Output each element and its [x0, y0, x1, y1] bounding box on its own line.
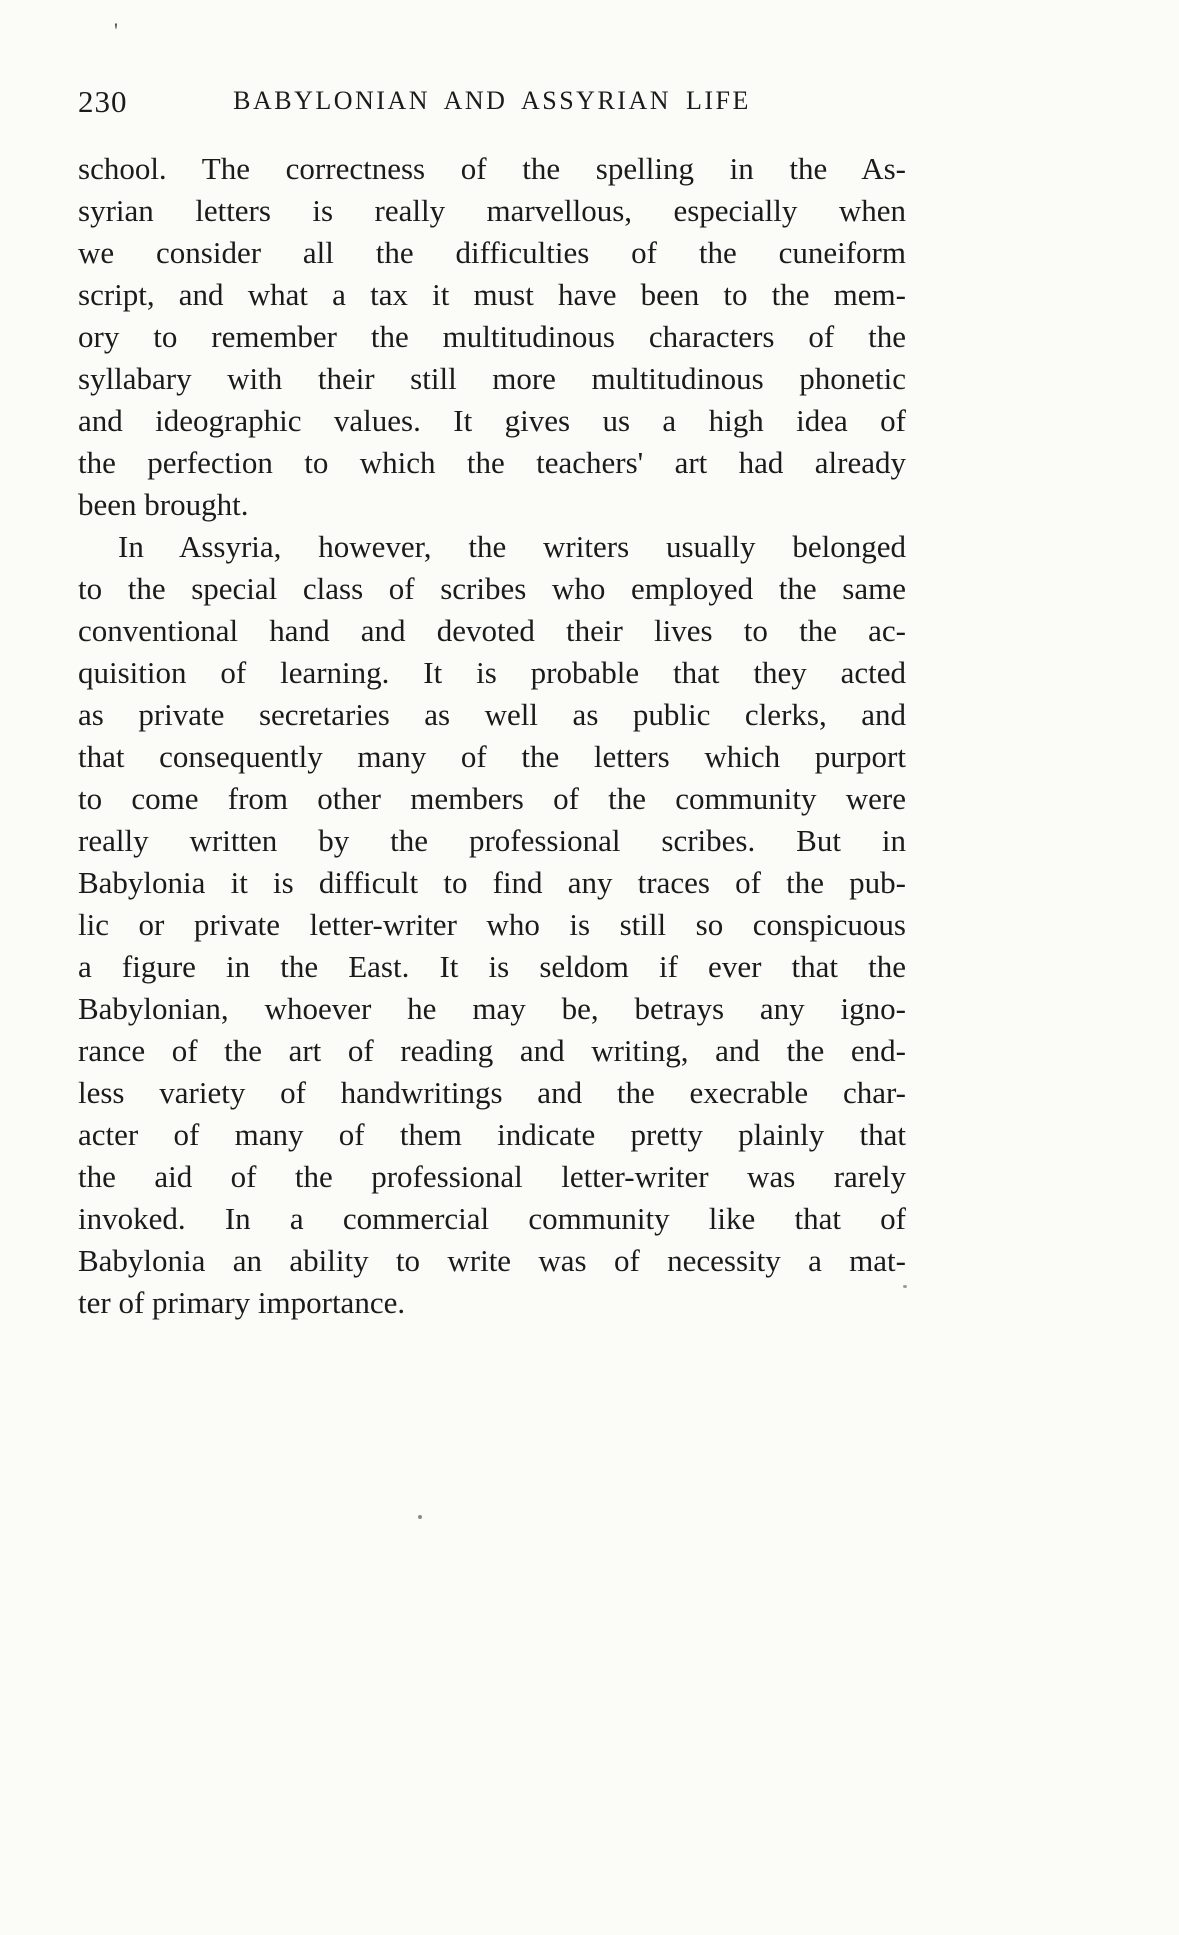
text-line: we consider all the difficulties of the cuneiform — [78, 235, 906, 270]
text-line: In Assyria, however, the writers usually belonged — [118, 529, 906, 564]
text-line: ory to remember the multitudinous characters of the — [78, 319, 906, 354]
text-line: invoked. In a commercial community like that of — [78, 1201, 906, 1236]
text-line: the perfection to which the teachers' art had already — [78, 445, 906, 480]
text-line: rance of the art of reading and writing, and the end- — [78, 1033, 906, 1068]
text-line: really written by the professional scribes. But in — [78, 823, 906, 858]
page-header — [78, 80, 906, 120]
text-line: Babylonian, whoever he may be, betrays any igno- — [78, 991, 906, 1026]
text-line: quisition of learning. It is probable that they acted — [78, 655, 906, 690]
text-line: been brought. — [78, 487, 249, 522]
text-line: lic or private letter-writer who is still so conspicuous — [78, 907, 906, 942]
text-line: the aid of the professional letter-writer was rarely — [78, 1159, 906, 1194]
text-line: less variety of handwritings and the execrable char- — [78, 1075, 906, 1110]
scan-artifact-speck — [903, 1285, 907, 1288]
running-header-title: BABYLONIAN AND ASSYRIAN LIFE — [233, 86, 751, 115]
text-line: syrian letters is really marvellous, especially when — [78, 193, 906, 228]
text-line: ter of primary importance. — [78, 1285, 406, 1320]
scan-artifact-speck — [418, 1515, 422, 1519]
text-line: Babylonia it is difficult to find any traces of the pub- — [78, 865, 906, 900]
scan-artifact-mark: ' — [114, 18, 118, 43]
text-line: conventional hand and devoted their lives to the ac- — [78, 613, 906, 648]
page-number: 230 — [78, 84, 128, 119]
text-line: a figure in the East. It is seldom if ever that the — [78, 949, 906, 984]
text-line: school. The correctness of the spelling in the As- — [78, 151, 906, 186]
text-line: as private secretaries as well as public clerks, and — [78, 697, 906, 732]
text-line: to come from other members of the community were — [78, 781, 906, 816]
body-text — [78, 148, 906, 1324]
text-line: that consequently many of the letters which purport — [78, 739, 906, 774]
text-line: script, and what a tax it must have been to the mem- — [78, 277, 906, 312]
text-line: acter of many of them indicate pretty plainly that — [78, 1117, 906, 1152]
text-line: to the special class of scribes who employed the same — [78, 571, 906, 606]
paragraph — [78, 148, 906, 526]
paragraph — [78, 526, 906, 1324]
text-line: Babylonia an ability to write was of necessity a mat- — [78, 1243, 906, 1278]
text-line: and ideographic values. It gives us a high idea of — [78, 403, 906, 438]
text-line: syllabary with their still more multitudinous phonetic — [78, 361, 906, 396]
